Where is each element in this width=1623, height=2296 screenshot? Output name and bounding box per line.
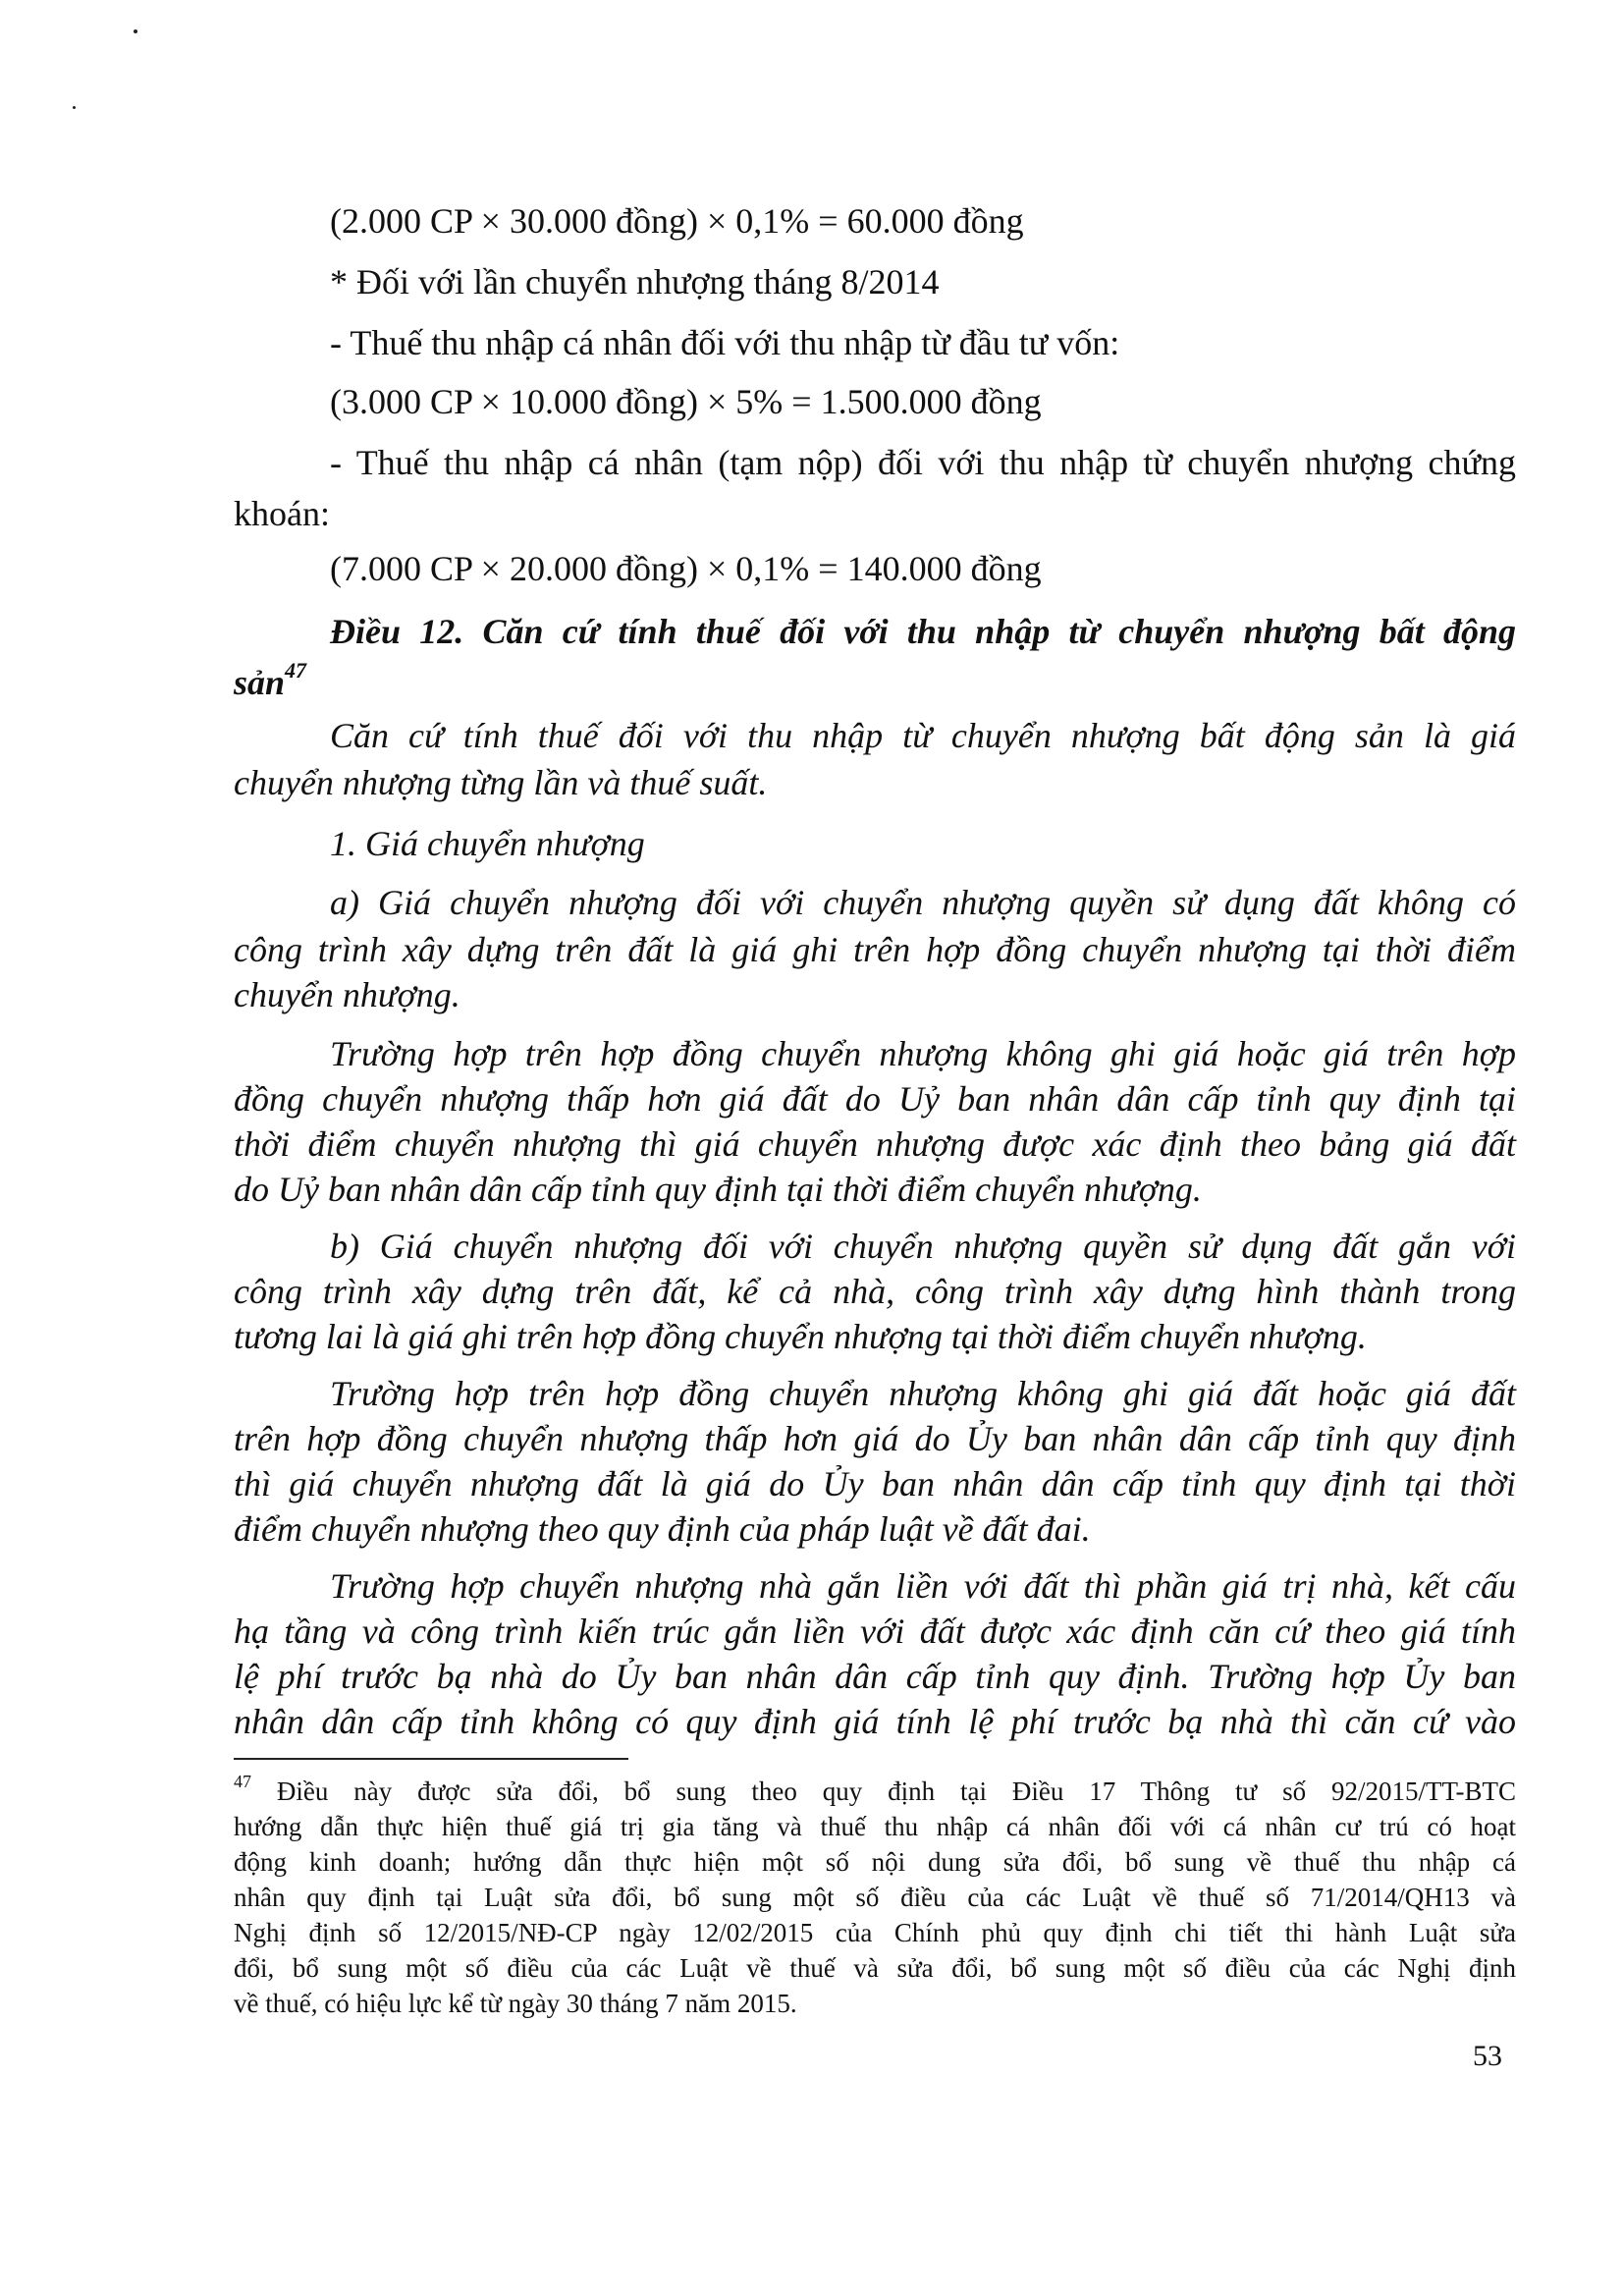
article-heading-word: sản: [234, 663, 286, 702]
article-paragraph-line: b) Giá chuyển nhượng đối với chuyển nhượng quyền sử dụng đất gắn với: [330, 1227, 1516, 1266]
article-paragraph-line: chuyển nhượng từng lần và thuế suất.: [234, 763, 768, 802]
article-paragraph-line: Trường hợp trên hợp đồng chuyển nhượng không ghi giá đất hoặc giá đất: [330, 1374, 1516, 1413]
calc-subheading: * Đối với lần chuyển nhượng tháng 8/2014: [330, 262, 940, 301]
calc-line: - Thuế thu nhập cá nhân đối với thu nhập từ đầu tư vốn:: [330, 323, 1120, 362]
article-paragraph-line: công trình xây dựng trên đất, kể cả nhà, công trình xây dựng hình thành trong: [234, 1272, 1516, 1311]
article-paragraph-line: lệ phí trước bạ nhà do Ủy ban nhân dân cấp tỉnh quy định. Trường hợp Ủy ban: [234, 1657, 1516, 1696]
scan-speck: [134, 29, 137, 33]
footnote-line: về thuế, có hiệu lực kể từ ngày 30 tháng 7 năm 2015.: [234, 1989, 797, 2018]
calc-line: (3.000 CP × 10.000 đồng) × 5% = 1.500.000 đồng: [330, 382, 1042, 421]
article-paragraph-line: điểm chuyển nhượng theo quy định của pháp luật về đất đai.: [234, 1509, 1091, 1549]
article-heading-end: [234, 660, 306, 705]
section-heading: 1. Giá chuyển nhượng: [330, 824, 645, 863]
footnote-line: nhân quy định tại Luật sửa đổi, bổ sung một số điều của các Luật về thuế số 71/2014/QH13 và: [234, 1883, 1516, 1912]
calc-line: - Thuế thu nhập cá nhân (tạm nộp) đối với thu nhập từ chuyển nhượng chứng: [330, 443, 1516, 482]
article-paragraph-line: tương lai là giá ghi trên hợp đồng chuyển nhượng tại thời điểm chuyển nhượng.: [234, 1317, 1367, 1356]
article-paragraph-line: trên hợp đồng chuyển nhượng thấp hơn giá do Ủy ban nhân dân cấp tỉnh quy định: [234, 1419, 1516, 1458]
article-paragraph-line: thì giá chuyển nhượng đất là giá do Ủy ban nhân dân cấp tỉnh quy định tại thời: [234, 1464, 1516, 1503]
calc-line: khoán:: [234, 494, 330, 533]
footnote-first-line: [234, 1772, 1516, 1808]
footnote-number: 47: [234, 1772, 251, 1791]
calc-line: (7.000 CP × 20.000 đồng) × 0,1% = 140.000 đồng: [330, 549, 1042, 588]
footnote-line: Điều này được sửa đổi, bổ sung theo quy định tại Điều 17 Thông tư số 92/2015/TT-BTC: [276, 1777, 1516, 1806]
article-paragraph-line: hạ tầng và công trình kiến trúc gắn liền với đất được xác định căn cứ theo giá tính: [234, 1612, 1516, 1651]
article-paragraph-line: nhân dân cấp tỉnh không có quy định giá tính lệ phí trước bạ nhà thì căn cứ vào: [234, 1702, 1516, 1741]
page-number: 53: [1473, 2040, 1502, 2072]
article-paragraph-line: Trường hợp chuyển nhượng nhà gắn liền với đất thì phần giá trị nhà, kết cấu: [330, 1566, 1516, 1606]
article-paragraph-line: thời điểm chuyển nhượng thì giá chuyển nhượng được xác định theo bảng giá đất: [234, 1124, 1516, 1164]
article-paragraph-line: công trình xây dựng trên đất là giá ghi trên hợp đồng chuyển nhượng tại thời điểm: [234, 930, 1516, 969]
footnote-line: Nghị định số 12/2015/NĐ-CP ngày 12/02/2015 của Chính phủ quy định chi tiết thi hành Luật sửa: [234, 1918, 1516, 1947]
article-paragraph-line: a) Giá chuyển nhượng đối với chuyển nhượng quyền sử dụng đất không có: [330, 883, 1516, 922]
footnote-line: đổi, bổ sung một số điều của các Luật về thuế và sửa đổi, bổ sung một số điều của các Nghị định: [234, 1953, 1516, 1983]
article-paragraph-line: Căn cứ tính thuế đối với thu nhập từ chuyển nhượng bất động sản là giá: [330, 716, 1516, 755]
article-paragraph-line: đồng chuyển nhượng thấp hơn giá đất do Uỷ ban nhân dân cấp tỉnh quy định tại: [234, 1079, 1516, 1119]
footnote-ref: 47: [285, 658, 307, 683]
scan-speck: [73, 106, 76, 109]
footnote-separator: [234, 1758, 628, 1760]
footnote-line: động kinh doanh; hướng dẫn thực hiện một số nội dung sửa đổi, bổ sung về thuế thu nhập cá: [234, 1847, 1516, 1877]
article-heading: Điều 12. Căn cứ tính thuế đối với thu nhập từ chuyển nhượng bất động: [330, 612, 1516, 651]
calc-line: (2.000 CP × 30.000 đồng) × 0,1% = 60.000 đồng: [330, 201, 1024, 241]
article-paragraph-line: Trường hợp trên hợp đồng chuyển nhượng không ghi giá hoặc giá trên hợp: [330, 1034, 1516, 1073]
article-paragraph-line: chuyển nhượng.: [234, 975, 460, 1014]
article-paragraph-line: do Uỷ ban nhân dân cấp tỉnh quy định tại thời điểm chuyển nhượng.: [234, 1170, 1202, 1209]
footnote-line: hướng dẫn thực hiện thuế giá trị gia tăng và thuế thu nhập cá nhân đối với cá nhân cư trú có hoạt: [234, 1812, 1516, 1841]
